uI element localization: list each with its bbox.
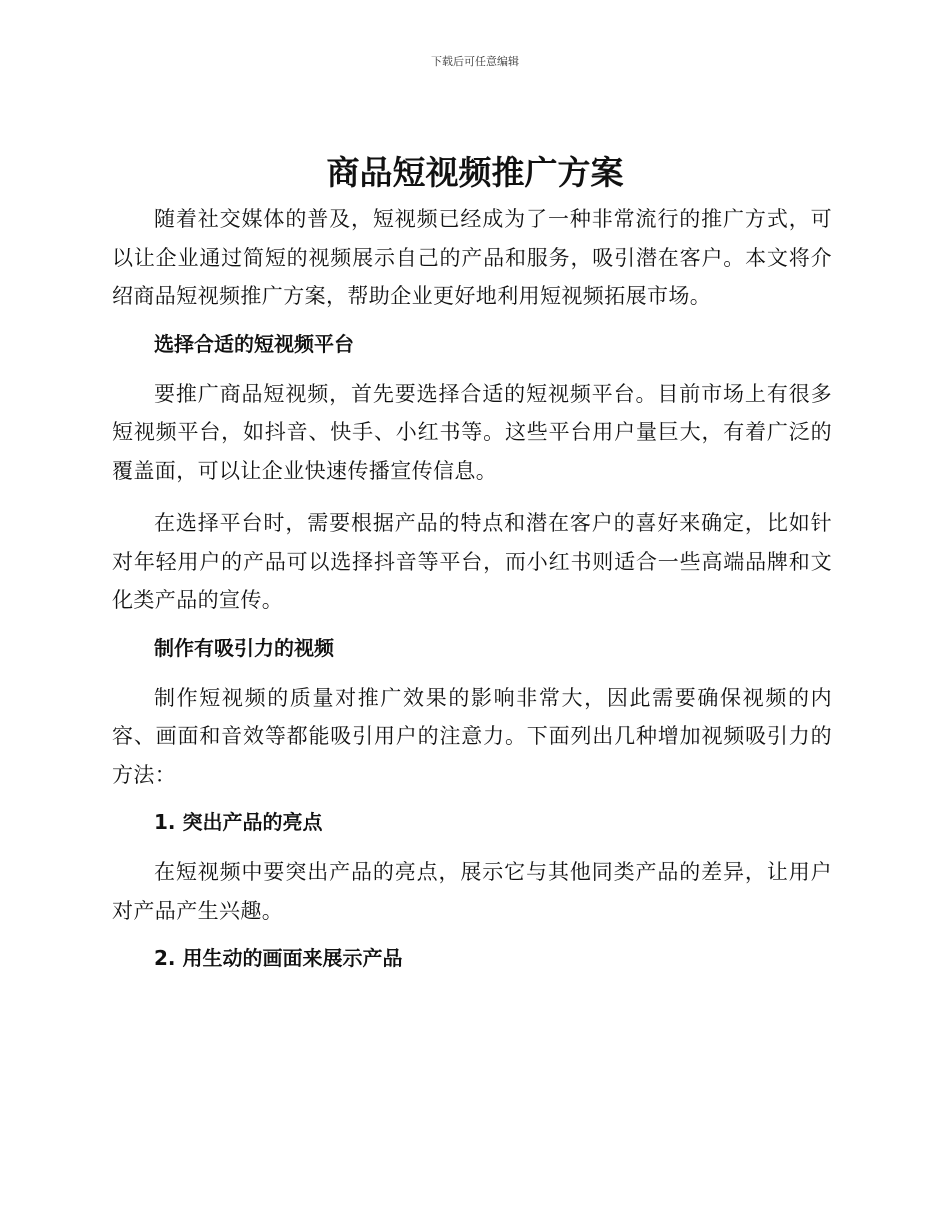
video-paragraph: 制作短视频的质量对推广效果的影响非常大，因此需要确保视频的内容、画面和音效等都能吸引用户的注意力。下面列出几种增加视频吸引力的方法： [112, 685, 832, 787]
section-heading-video: 制作有吸引力的视频 [154, 635, 334, 660]
section-heading-platform: 选择合适的短视频平台 [154, 331, 354, 356]
subheading-highlight: 1. 突出产品的亮点 [154, 810, 323, 834]
platform-paragraph-2: 在选择平台时，需要根据产品的特点和潜在客户的喜好来确定，比如针对年轻用户的产品可以选择抖音等平台，而小红书则适合一些高端品牌和文化类产品的宣传。 [112, 511, 832, 612]
subheading-vivid-visuals: 2. 用生动的画面来展示产品 [154, 946, 403, 970]
highlight-paragraph: 在短视频中要突出产品的亮点，展示它与其他同类产品的差异，让用户对产品产生兴趣。 [112, 860, 832, 923]
document-title: 商品短视频推广方案 [326, 153, 624, 192]
intro-paragraph: 随着社交媒体的普及，短视频已经成为了一种非常流行的推广方式，可以让企业通过简短的视频展示自己的产品和服务，吸引潜在客户。本文将介绍商品短视频推广方案，帮助企业更好地利用短视频拓展市场。 [112, 207, 832, 308]
page-header-note: 下载后可任意编辑 [431, 55, 519, 68]
document-body [112, 200, 832, 989]
platform-paragraph-1: 要推广商品短视频，首先要选择合适的短视频平台。目前市场上有很多短视频平台，如抖音、快手、小红书等。这些平台用户量巨大，有着广泛的覆盖面，可以让企业快速传播宣传信息。 [112, 381, 832, 483]
